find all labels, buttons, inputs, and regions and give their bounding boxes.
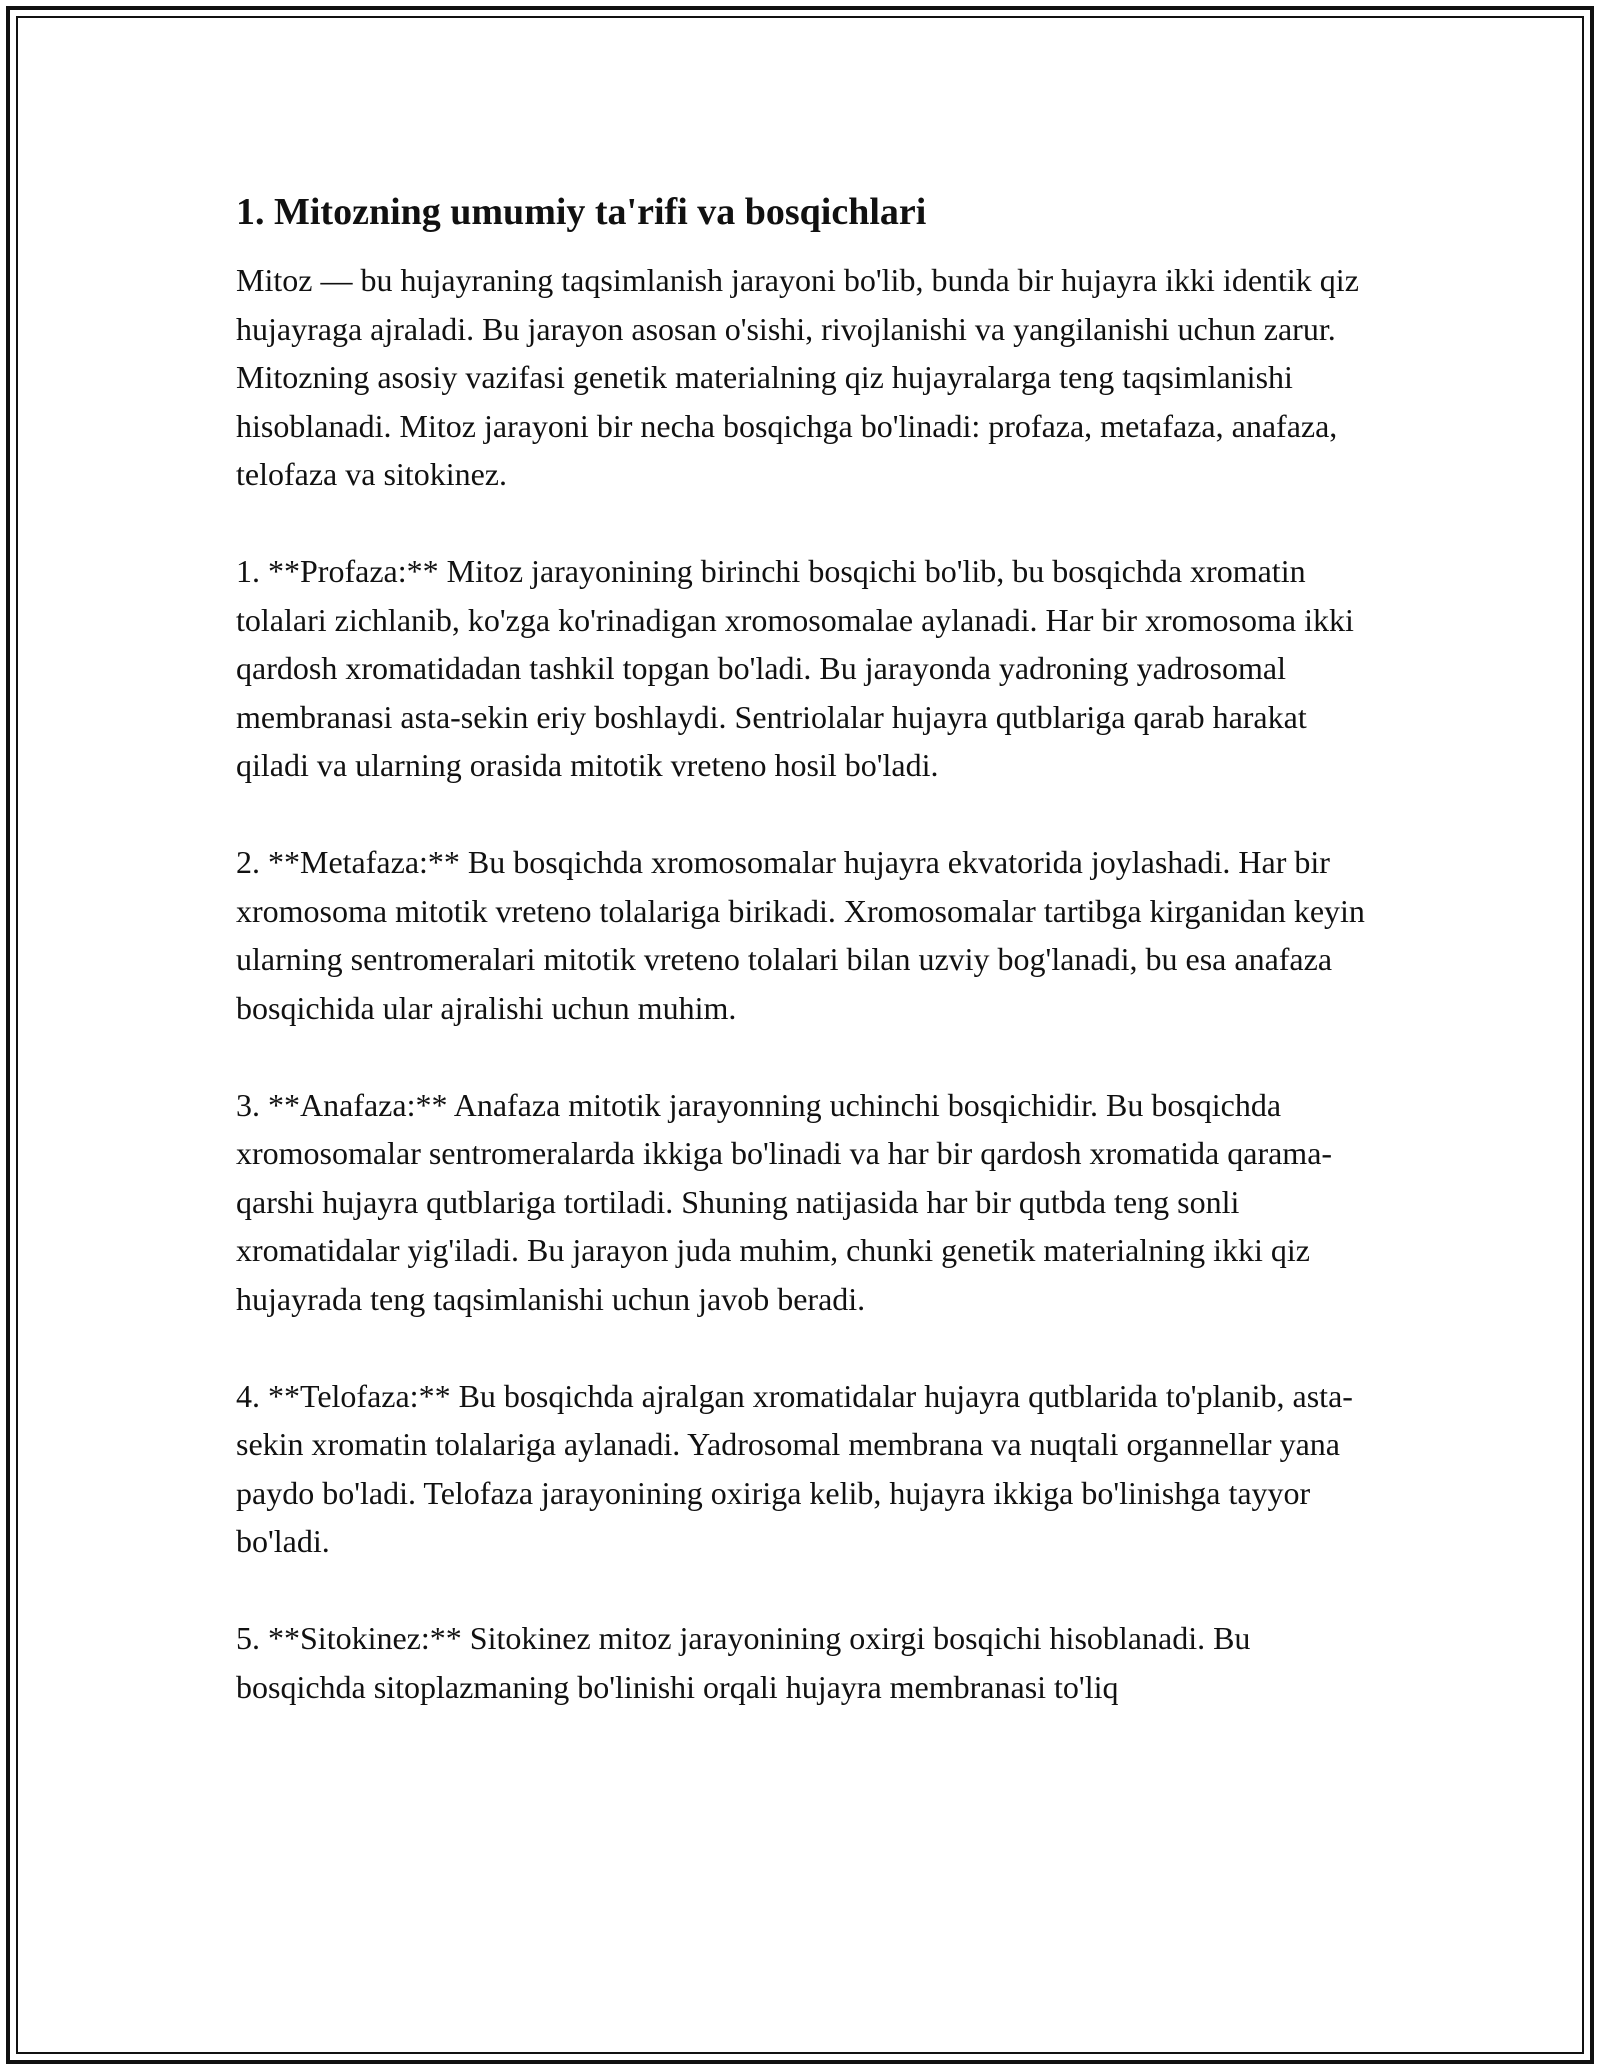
paragraph-anafaza: 3. **Anafaza:** Anafaza mitotik jarayonning uchinchi bosqichidir. Bu bosqichda xromosomalar sentromeralarda ikkiga bo'linadi va har bir qardosh xromatida qarama-qarshi hujayra qutblariga tortiladi. Shuning natijasida har bir qutbda teng sonli xromatidalar yig'iladi. Bu jarayon juda muhim, chunki genetik materialning ikki qiz hujayrada teng taqsimlanishi uchun javob beradi. [236,1086,1333,1317]
paragraph-metafaza: 2. **Metafaza:** Bu bosqichda xromosomalar hujayra ekvatorida joylashadi. Har bir xromosoma mitotik vreteno tolalariga birikadi. Xromosomalar tartibga kirganidan keyin ularning sentromeralari mitotik vreteno tolalari bilan uzviy bog'lanadi, bu esa anafaza bosqichida ular ajralishi uchun muhim. [236,844,1365,1026]
paragraph-intro: Mitoz — bu hujayraning taqsimlanish jarayoni bo'lib, bunda bir hujayra ikki identik qiz hujayraga ajraladi. Bu jarayon asosan o'sishi, rivojlanishi va yangilanishi uchun zarur. Mitozning asosiy vazifasi genetik materialning qiz hujayralarga teng taqsimlanishi hisoblanadi. Mitoz jarayoni bir necha bosqichga bo'linadi: profaza, metafaza, anafaza, telofaza va sitokinez. [236,262,1359,492]
document-title: 1. Mitozning umumiy ta'rifi va bosqichlari [236,191,927,233]
document-body [236,188,1366,1760]
paragraph-sitokinez: 5. **Sitokinez:** Sitokinez mitoz jarayonining oxirgi bosqichi hisoblanadi. Bu bosqichda sitoplazmaning bo'linishi orqali hujayra membranasi to'liq [236,1620,1251,1705]
paragraph-telofaza: 4. **Telofaza:** Bu bosqichda ajralgan xromatidalar hujayra qutblarida to'planib, asta-sekin xromatin tolalariga aylanadi. Yadrosomal membrana va nuqtali organnellar yana paydo bo'ladi. Telofaza jarayonining oxiriga kelib, hujayra ikkiga bo'linishga tayyor bo'ladi. [236,1377,1353,1559]
paragraph-profaza: 1. **Profaza:** Mitoz jarayonining birinchi bosqichi bo'lib, bu bosqichda xromatin tolalari zichlanib, ko'zga ko'rinadigan xromosomalae aylanadi. Har bir xromosoma ikki qardosh xromatidadan tashkil topgan bo'ladi. Bu jarayonda yadroning yadrosomal membranasi asta-sekin eriy boshlaydi. Sentriolalar hujayra qutblariga qarab harakat qiladi va ularning orasida mitotik vreteno hosil bo'ladi. [236,553,1354,783]
